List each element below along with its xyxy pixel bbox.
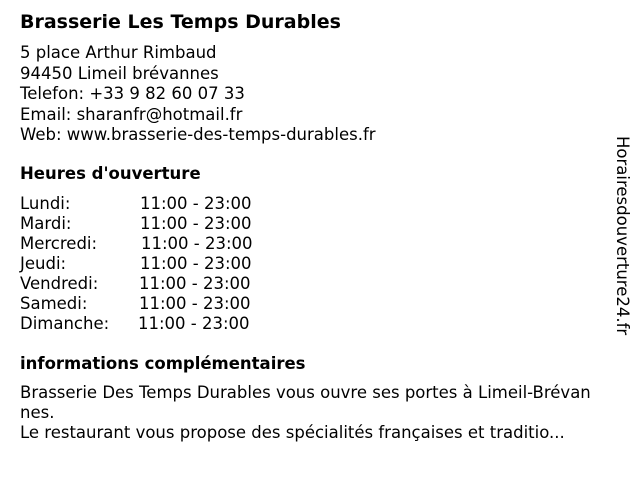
day-label: Mercredi: (20, 234, 98, 253)
business-description (20, 383, 610, 443)
day-label: Lundi: (20, 194, 71, 213)
description-line: nes. (20, 403, 55, 422)
site-watermark: Horairesdouverture24.fr (613, 136, 632, 336)
email-address[interactable]: Email: sharanfr@hotmail.fr (20, 104, 243, 124)
day-label: Dimanche: (20, 314, 110, 333)
website-link[interactable]: Web: www.brasserie-des-temps-durables.fr (20, 125, 376, 144)
time-range: 11:00 - 23:00 (140, 214, 252, 233)
time-range: 11:00 - 23:00 (140, 194, 252, 213)
day-label: Vendredi: (20, 274, 99, 293)
additional-info-heading: informations complémentaires (20, 354, 306, 373)
contact-block (20, 43, 376, 146)
time-range: 11:00 - 23:00 (139, 294, 251, 313)
time-range: 11:00 - 23:00 (139, 274, 251, 293)
time-range: 11:00 - 23:00 (140, 254, 252, 273)
day-label: Mardi: (20, 214, 72, 233)
time-range: 11:00 - 23:00 (141, 234, 253, 253)
description-line: Brasserie Des Temps Durables vous ouvre ses portes à Limeil-Brévan (20, 383, 591, 402)
address-street: 5 place Arthur Rimbaud (20, 43, 217, 62)
address-city: 94450 Limeil brévannes (20, 63, 219, 83)
business-name: Brasserie Les Temps Durables (20, 11, 341, 33)
description-line: Le restaurant vous propose des spécialités françaises et traditio... (20, 423, 565, 442)
day-label: Samedi: (20, 294, 88, 313)
opening-hours-heading: Heures d'ouverture (20, 164, 201, 183)
time-range: 11:00 - 23:00 (138, 314, 250, 333)
phone-number[interactable]: Telefon: +33 9 82 60 07 33 (20, 84, 245, 103)
day-label: Jeudi: (20, 254, 67, 273)
